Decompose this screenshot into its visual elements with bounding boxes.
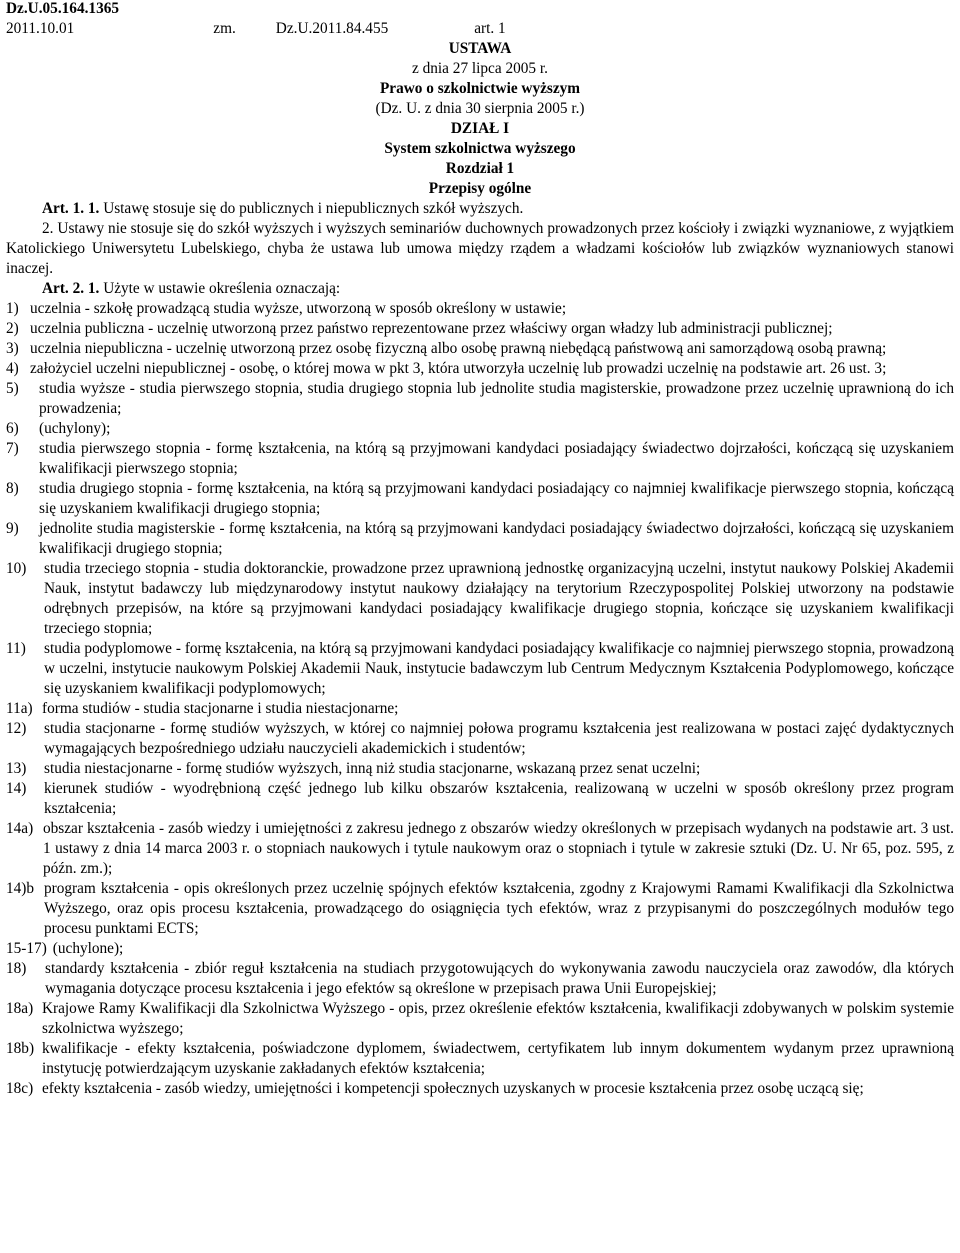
definition-item bbox=[6, 819, 954, 879]
definition-number: 11) bbox=[6, 640, 26, 657]
definition-item bbox=[6, 639, 954, 699]
definition-number: 13) bbox=[6, 760, 27, 777]
definition-text: uczelnia publiczna - uczelnię utworzoną przez państwo reprezentowane przez właściwy organ władzy lub administracji publicznej; bbox=[30, 320, 833, 337]
definition-text: standardy kształcenia - zbiór reguł kształcenia na studiach przygotowujących do wykonywania zawodu nauczyciela oraz zawodów, dla których wymagania dotyczące procesu kształcenia i jego efektów są określone w przepisach prawa Unii Europejskiej; bbox=[45, 960, 954, 997]
definition-number: 7) bbox=[6, 440, 19, 457]
art2-intro-text: Użyte w ustawie określenia oznaczają: bbox=[103, 280, 341, 297]
definition-number: 18) bbox=[6, 960, 27, 977]
definition-number: 15-17) bbox=[6, 940, 47, 957]
definition-text: uczelnia niepubliczna - uczelnię utworzoną przez osobę fizyczną albo osobę prawną niebędącą państwową ani samorządową osobą prawną; bbox=[30, 340, 887, 357]
definition-number: 2) bbox=[6, 320, 19, 337]
definition-item bbox=[6, 519, 954, 559]
definition-text: uczelnia - szkołę prowadzącą studia wyższe, utworzoną w sposób określony w ustawie; bbox=[30, 300, 567, 317]
definition-text: forma studiów - studia stacjonarne i studia niestacjonarne; bbox=[42, 700, 399, 717]
definition-item bbox=[6, 879, 954, 939]
definition-text: studia pierwszego stopnia - formę kształcenia, na którą są przyjmowani kandydaci posiadający świadectwo dojrzałości, kończącą się uzyskaniem kwalifikacji pierwszego stopnia; bbox=[39, 440, 954, 477]
definition-item bbox=[6, 1039, 954, 1079]
definition-item bbox=[6, 319, 954, 339]
definition-item bbox=[6, 999, 954, 1039]
definition-list bbox=[6, 299, 954, 1099]
definition-text: studia trzeciego stopnia - studia doktoranckie, prowadzone przez uprawnioną jednostkę organizacyjną uczelni, instytut naukowy Polskiej Akademii Nauk, instytut badawczy lub międzynarodowy instytut naukowy działający na terytorium Rzeczypospolitej Polskiej utworzony na podstawie odrębnych przepisów, na które są przyjmowani kandydaci posiadający kwalifikacje drugiego stopnia, kończące się uzyskaniem kwalifikacji trzeciego stopnia; bbox=[44, 560, 954, 637]
chapter-heading: Rozdział 1 bbox=[445, 160, 515, 177]
definition-text: studia niestacjonarne - formę studiów wyższych, inną niż studia stacjonarne, wskazaną przez senat uczelni; bbox=[44, 760, 701, 777]
definition-text: założyciel uczelni niepublicznej - osobę, o której mowa w pkt 3, która utworzyła uczelnię lub prowadzi uczelnię na podstawie art. 26 ust. 3; bbox=[30, 360, 887, 377]
definition-text: kierunek studiów - wyodrębnioną część jednego lub kilku obszarów kształcenia, realizowaną w uczelni w sposób określony przez program kształcenia; bbox=[44, 780, 954, 817]
definition-text: obszar kształcenia - zasób wiedzy i umiejętności z zakresu jednego z obszarów wiedzy określonych w przepisach wydanych na podstawie art. 3 ust. 1 ustawy z dnia 14 marca 2003 r. o stopniach naukowych i tytule naukowym oraz o stopniach i tytule w zakresie sztuki (Dz. U. Nr 65, poz. 595, z późn. zm.); bbox=[43, 820, 954, 877]
act-kind: USTAWA bbox=[448, 40, 512, 57]
act-title: Prawo o szkolnictwie wyższym bbox=[379, 80, 581, 97]
art2-intro bbox=[6, 279, 954, 299]
definition-text: Krajowe Ramy Kwalifikacji dla Szkolnictwa Wyższego - opis, przez określenie efektów kształcenia, kwalifikacji zdobywanych w polskim systemie szkolnictwa wyższego; bbox=[42, 1000, 954, 1037]
act-date: z dnia 27 lipca 2005 r. bbox=[412, 60, 548, 77]
definition-item bbox=[6, 359, 954, 379]
definition-text: studia drugiego stopnia - formę kształcenia, na którą są przyjmowani kandydaci posiadający co najmniej kwalifikacje pierwszego stopnia, kończącą się uzyskaniem kwalifikacji drugiego stopnia; bbox=[39, 480, 954, 517]
definition-item bbox=[6, 939, 954, 959]
division-heading: DZIAŁ I bbox=[450, 120, 510, 137]
act-journal: (Dz. U. z dnia 30 sierpnia 2005 r.) bbox=[375, 100, 585, 117]
division-name: System szkolnictwa wyższego bbox=[384, 140, 576, 157]
definition-text: program kształcenia - opis określonych przez uczelnię spójnych efektów kształcenia, zgodny z Krajowymi Ramami Kwalifikacji dla Szkolnictwa Wyższego, oraz opis procesu kształcenia, prowadzącego do osiągnięcia tych efektów, wraz z przypisanymi do poszczególnych modułów tego procesu punktami ECTS; bbox=[44, 880, 954, 937]
definition-item bbox=[6, 959, 954, 999]
definition-number: 14)b bbox=[6, 880, 35, 897]
definition-number: 10) bbox=[6, 560, 27, 577]
art1-para2 bbox=[6, 219, 954, 279]
art1-para2-num: 2. bbox=[42, 220, 54, 237]
definition-number: 12) bbox=[6, 720, 27, 737]
definition-item bbox=[6, 699, 954, 719]
definition-number: 3) bbox=[6, 340, 19, 357]
definition-text: kwalifikacje - efekty kształcenia, poświadczone dyplomem, świadectwem, certyfikatem lub innym dokumentem wydanym przez uprawnioną instytucję potwierdzającym uzyskanie zakładanych efektów kształcenia; bbox=[42, 1040, 954, 1077]
definition-item bbox=[6, 559, 954, 639]
definition-text: jednolite studia magisterskie - formę kształcenia, na którą są przyjmowani kandydaci posiadający świadectwo dojrzałości, kończącą się uzyskaniem kwalifikacji drugiego stopnia; bbox=[39, 520, 954, 557]
amendment-line bbox=[6, 19, 954, 39]
definition-text: studia stacjonarne - formę studiów wyższych, w której co najmniej połowa programu kształcenia jest realizowana w postaci zajęć dydaktycznych wymagających bezpośredniego udziału nauczycieli akademickich i studentów; bbox=[44, 720, 954, 757]
definition-item bbox=[6, 379, 954, 419]
definition-number: 1) bbox=[6, 300, 19, 317]
definition-item bbox=[6, 779, 954, 819]
definition-text: (uchylone); bbox=[52, 940, 124, 957]
definition-item bbox=[6, 439, 954, 479]
art1-para1-text: Ustawę stosuje się do publicznych i niepublicznych szkół wyższych. bbox=[103, 200, 524, 217]
definition-text: efekty kształcenia - zasób wiedzy, umiejętności i kompetencji społecznych uzyskanych w procesie kształcenia przez osobę uczącą się; bbox=[42, 1080, 864, 1097]
definition-text: (uchylony); bbox=[39, 420, 111, 437]
definition-number: 6) bbox=[6, 420, 19, 437]
definition-number: 4) bbox=[6, 360, 19, 377]
definition-number: 18c) bbox=[6, 1080, 34, 1097]
definition-number: 5) bbox=[6, 380, 19, 397]
definition-text: studia wyższe - studia pierwszego stopnia, studia drugiego stopnia lub jednolite studia magisterskie, prowadzone przez uczelnię uprawnioną do ich prowadzenia; bbox=[39, 380, 954, 417]
definition-text: studia podyplomowe - formę kształcenia, na którą są przyjmowani kandydaci posiadający kwalifikacje co najmniej pierwszego stopnia, prowadzoną w uczelni, instytucie naukowym Polskiej Akademii Nauk, instytucie badawczym lub Centrum Medycznym Kształcenia Podyplomowego, kończące się uzyskaniem kwalifikacji podyplomowych; bbox=[44, 640, 954, 697]
definition-item bbox=[6, 759, 954, 779]
definition-item bbox=[6, 1079, 954, 1099]
definition-number: 14) bbox=[6, 780, 27, 797]
definition-item bbox=[6, 299, 954, 319]
art1-para2-text: Ustawy nie stosuje się do szkół wyższych i wyższych seminariów duchownych prowadzonych przez kościoły i związki wyznaniowe, z wyjątkiem Katolickiego Uniwersytetu Lubelskiego, chyba że ustawa lub umowa między rządem a władzami kościołów lub związków wyznaniowych stanowi inaczej. bbox=[6, 220, 955, 277]
definition-item bbox=[6, 719, 954, 759]
definition-item bbox=[6, 339, 954, 359]
definition-number: 18b) bbox=[6, 1040, 35, 1057]
definition-number: 8) bbox=[6, 480, 19, 497]
art1-heading: Art. 1. 1. bbox=[42, 200, 100, 217]
definition-number: 14a) bbox=[6, 820, 34, 837]
doc-date: 2011.10.01 bbox=[6, 20, 75, 37]
definition-item bbox=[6, 479, 954, 519]
doc-id: Dz.U.05.164.1365 bbox=[6, 0, 120, 17]
chapter-name: Przepisy ogólne bbox=[428, 180, 532, 197]
amendment-ref: Dz.U.2011.84.455 bbox=[275, 20, 389, 37]
amendment-article: art. 1 bbox=[474, 20, 506, 37]
zm-label: zm. bbox=[213, 20, 236, 37]
definition-number: 9) bbox=[6, 520, 19, 537]
definition-number: 18a) bbox=[6, 1000, 34, 1017]
definition-number: 11a) bbox=[6, 700, 33, 717]
definition-item bbox=[6, 419, 954, 439]
art1-para1 bbox=[6, 199, 954, 219]
art2-heading: Art. 2. 1. bbox=[42, 280, 100, 297]
